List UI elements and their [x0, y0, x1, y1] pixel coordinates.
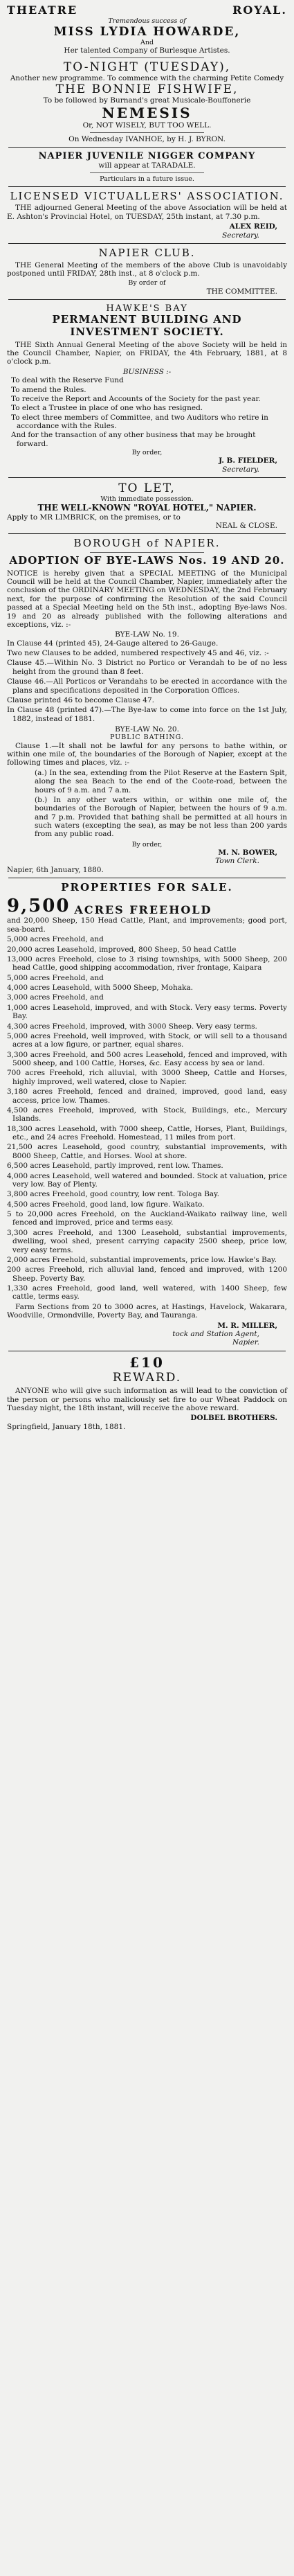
borough-notice: NOTICE is hereby given that a SPECIAL MEETING of the Municipal Council will be held at the Council Chamber, Napier, immediately after the conclusion of the ORDINARY MEETING on WEDNESDAY, the 2nd February next, for the purpose of confirming the Resolution of the said Council passed at a Special Meeting held on the 5th inst., adopting Bye-laws Nos. 19 and 20 as already published with the following alterations and exceptions, viz. :-	[7, 569, 287, 629]
section-rule	[8, 299, 286, 300]
theatre-nemesis: NEMESIS	[102, 104, 192, 121]
theatre-header	[7, 4, 287, 17]
divider	[90, 172, 204, 173]
to-let-possession: With immediate possession.	[100, 495, 194, 504]
licensed-text: THE adjourned General Meeting of the above Association will be held at E. Ashton's Provincial Hotel, on TUESDAY, 25th instant, at 7.30 p.m.	[7, 204, 287, 221]
borough-date: Napier, 6th January, 1880.	[7, 865, 104, 874]
properties-role1: tock and Station Agent,	[172, 1329, 259, 1338]
list-item: In Clause 44 (printed 45), 24-Gauge altered to 26-Gauge.	[7, 639, 219, 648]
club-text: THE General Meeting of the members of the above Club is unavoidably postponed until FRIDAY, 28th inst., at 8 o'clock p.m.	[7, 260, 287, 278]
list-item: 5,000 acres Freehold, well improved, with Stock, or will sell to a thousand acres at a low figure, or partner, equal shares.	[7, 1031, 287, 1049]
borough-law20-a: (a.) In the sea, extending from the Pilot Reserve at the Eastern Spit, along the sea Beach to the end of the Coote-road, between the hours of 9 a.m. and 7 a.m.	[35, 768, 287, 794]
hawkes-bay-society-ad	[7, 303, 287, 474]
properties-first-line	[7, 896, 287, 917]
hawkes-business-list	[7, 376, 287, 448]
borough-title: BOROUGH of NAPIER.	[73, 537, 221, 550]
list-item: And for the transaction of any other business that may be brought forward.	[11, 431, 256, 448]
borough-law19-title: BYE-LAW No. 19.	[115, 630, 179, 639]
reward-signer: DOLBEL BROTHERS.	[190, 1414, 277, 1423]
theatre-star-name: MISS LYDIA HOWARDE,	[53, 25, 241, 39]
to-let-text: THE WELL-KNOWN "ROYAL HOTEL," NAPIER.	[37, 503, 257, 513]
list-item: 13,000 acres Freehold, close to 3 rising townships, with 5000 Sheep, 200 head Cattle, good shipping accommodation, river frontage, Kaipara	[7, 954, 287, 972]
theatre-tonight: TO-NIGHT (TUESDAY),	[63, 60, 231, 74]
borough-by-order: By order,	[131, 840, 163, 849]
juvenile-title: NAPIER JUVENILE NIGGER COMPANY	[38, 150, 256, 161]
licensed-title: LICENSED VICTUALLERS' ASSOCIATION.	[10, 189, 284, 202]
properties-signer: M. R. MILLER,	[217, 1321, 277, 1330]
theatre-header-right: ROYAL.	[232, 3, 287, 17]
properties-farms: Farm Sections from 20 to 3000 acres, at Hastings, Havelock, Wakarara, Woodville, Ormondville, Poverty Bay, and Tauranga.	[7, 1302, 287, 1320]
properties-first-rest: and 20,000 Sheep, 150 Head Cattle, Plant, and improvements; good port, sea-board.	[7, 916, 287, 934]
borough-law20-b: (b.) In any other waters within, or within one mile of, the boundaries of the Borough of Napier, between the hours of 9 a.m. and 7 p.m. Provided that bathing shall be permitted at all hours in such waters (excepting the sea), as may be not less than 200 yards from any public road.	[35, 795, 287, 839]
properties-role2: Napier.	[232, 1338, 259, 1347]
list-item: To elect three members of Committee, and two Auditors who retire in accordance with the Rules.	[11, 413, 268, 431]
reward-ad	[7, 1355, 287, 1432]
list-item: Two new Clauses to be added, numbered respectively 45 and 46, viz. :-	[7, 649, 269, 658]
list-item: 3,180 acres Freehold, fenced and drained, improved, good land, easy access, price low. Thames.	[7, 1087, 287, 1105]
licensed-victuallers-ad	[7, 190, 287, 240]
hawkes-signer: J. B. FIELDER,	[219, 456, 277, 465]
section-rule	[8, 147, 286, 148]
list-item: 4,500 acres Freehold, good land, low figure. Waikato.	[7, 1200, 205, 1209]
reward-text: ANYONE who will give such information as will lead to the conviction of the person or persons who maliciously set fire to our Wheat Paddock on Tuesday night, the 18th instant, will receive the above reward.	[7, 1387, 287, 1413]
divider	[90, 552, 204, 553]
hawkes-line1: HAWKE'S BAY	[106, 303, 188, 314]
list-item: 5,000 acres Freehold, and	[7, 935, 104, 944]
borough-law20-clause: Clause 1.—It shall not be lawful for any persons to bathe within, or within one mile of, the boundaries of the Borough of Napier, except at the following times and places, viz. :-	[7, 741, 287, 767]
napier-club-ad	[7, 247, 287, 296]
list-item: 1,330 acres Freehold, good land, well watered, with 1400 Sheep, few cattle, terms easy.	[7, 1284, 287, 1302]
list-item: Clause printed 46 to become Clause 47.	[7, 695, 154, 704]
borough-heading: ADOPTION OF BYE-LAWS Nos. 19 AND 20.	[9, 554, 285, 567]
hawkes-business: BUSINESS :-	[122, 367, 172, 376]
list-item: Clause 45.—Within No. 3 District no Portico or Verandah to be of no less height from the ground than 8 feet.	[7, 659, 287, 676]
divider	[90, 132, 204, 133]
list-item: 6,500 acres Leasehold, partly improved, rent low. Thames.	[7, 1162, 223, 1171]
borough-signer: M. N. BOWER,	[218, 848, 277, 857]
hawkes-intro: THE Sixth Annual General Meeting of the above Society will be held in the Council Chamber, Napier, on FRIDAY, the 4th February, 1881, at 8 o'clock p.m.	[7, 340, 287, 366]
theatre-and: And	[140, 39, 154, 47]
theatre-royal-ad	[7, 4, 287, 143]
hawkes-by-order: By order,	[131, 449, 163, 457]
to-let-title: TO LET,	[118, 481, 176, 496]
section-rule	[8, 477, 286, 478]
reward-amount: £10	[129, 1353, 165, 1371]
list-item: 4,000 acres Leasehold, with 5000 Sheep, Mohaka.	[7, 984, 193, 993]
borough-napier-ad	[7, 538, 287, 874]
section-rule	[8, 243, 286, 244]
club-title: NAPIER CLUB.	[98, 246, 196, 259]
theatre-wednesday: On Wednesday IVANHOE, by H. J. BYRON.	[68, 134, 226, 143]
section-rule	[8, 533, 286, 534]
to-let-ad	[7, 481, 287, 530]
borough-law20-title: BYE-LAW No. 20.	[115, 725, 179, 734]
properties-title: PROPERTIES FOR SALE.	[61, 881, 233, 894]
theatre-tremendous: Tremendous success of	[108, 17, 186, 25]
to-let-agents: NEAL & CLOSE.	[215, 521, 277, 530]
club-committee: THE COMMITTEE.	[206, 287, 277, 296]
hawkes-role: Secretary.	[222, 465, 259, 474]
list-item: 21,500 acres Leasehold, good country, substantial improvements, with 8000 Sheep, Cattle, and Horses. Wool at shore.	[7, 1143, 287, 1160]
list-item: To elect a Trustee in place of one who has resigned.	[11, 404, 203, 413]
list-item: 5,000 acres Freehold, and	[7, 973, 104, 982]
list-item: 5 to 20,000 acres Freehold, on the Auckland-Waikato railway line, well fenced and improved, price and terms easy.	[7, 1210, 287, 1227]
section-rule	[8, 186, 286, 187]
juvenile-appear: will appear at TARADALE.	[98, 161, 196, 170]
hawkes-line2: PERMANENT BUILDING AND INVESTMENT SOCIETY.	[52, 313, 242, 339]
properties-list	[7, 935, 287, 1302]
list-item: 18,300 acres Leasehold, with 7000 sheep, Cattle, Horses, Plant, Buildings, etc., and 24 acres Freehold. Homestead, 11 miles from port.	[7, 1124, 287, 1142]
to-let-apply: Apply to MR LIMBRICK, on the premises, or to	[7, 513, 181, 522]
list-item: 3,300 acres Freehold, and 1300 Leasehold, substantial improvements, dwelling, wool shed, present carrying capacity 2500 sheep, price low, very easy terms.	[7, 1228, 287, 1254]
list-item: 4,300 acres Freehold, improved, with 3000 Sheep. Very easy terms.	[7, 1022, 257, 1031]
list-item: 2,000 acres Freehold, substantial improvements, price low. Hawke's Bay.	[7, 1255, 277, 1264]
list-item: 200 acres Freehold, rich alluvial land, fenced and improved, with 1200 Sheep. Poverty Bay.	[7, 1265, 287, 1283]
theatre-company: Her talented Company of Burlesque Artistes.	[64, 46, 230, 55]
list-item: 4,000 acres Leasehold, well watered and bounded. Stock at valuation, price very low. Bay of Plenty.	[7, 1171, 287, 1189]
divider	[90, 57, 204, 58]
list-item: 4,500 acres Freehold, improved, with Stock, Buildings, etc., Mercury Islands.	[7, 1105, 287, 1123]
list-item: Clause 46.—All Porticos or Verandahs to be erected in accordance with the plans and specifications deposited in the Corporation Offices.	[7, 677, 287, 695]
reward-place-date: Springfield, January 18th, 1881.	[7, 1422, 126, 1431]
theatre-nemesis-sub: Or, NOT WISELY, BUT TOO WELL.	[82, 121, 212, 130]
list-item: To deal with the Reserve Fund	[11, 376, 124, 385]
list-item: 3,800 acres Freehold, good country, low rent. Tologa Bay.	[7, 1190, 219, 1199]
list-item: 3,300 acres Freehold, and 500 acres Leasehold, fenced and improved, with 5000 sheep, and 100 Cattle, Horses, &c. Easy access by sea or land.	[7, 1050, 287, 1068]
theatre-comedy-title: THE BONNIE FISHWIFE,	[55, 82, 239, 97]
properties-ad	[7, 882, 287, 1347]
list-item: In Clause 48 (printed 47).—The Bye-law to come into force on the 1st July, 1882, instead of 1881.	[7, 706, 287, 723]
theatre-programme-2: To be followed by Burnand's great Musicale-Bouffonerie	[43, 96, 251, 105]
list-item: 20,000 acres Leasehold, improved, 800 Sheep, 50 head Cattle	[7, 945, 237, 954]
borough-law19-list	[7, 639, 287, 723]
properties-big-number: 9,500	[7, 895, 71, 916]
reward-title: REWARD.	[112, 1371, 182, 1385]
list-item: To amend the Rules.	[11, 385, 86, 394]
licensed-role: Secretary.	[222, 231, 259, 240]
borough-law20-sub: PUBLIC BATHING.	[110, 734, 184, 742]
juvenile-particulars: Particulars in a future issue.	[100, 175, 194, 183]
list-item: 700 acres Freehold, rich alluvial, with 3000 Sheep, Cattle and Horses, highly improved, well watered, close to Napier.	[7, 1069, 287, 1086]
theatre-programme-1: Another new programme. To commence with the charming Petite Comedy	[10, 73, 284, 82]
licensed-signer: ALEX REID,	[229, 222, 277, 231]
properties-big-text: ACRES FREEHOLD	[74, 903, 212, 916]
borough-role: Town Clerk.	[215, 857, 259, 866]
theatre-header-left: THEATRE	[7, 3, 78, 17]
list-item: 3,000 acres Freehold, and	[7, 993, 104, 1002]
club-by-order: By order of	[128, 279, 166, 287]
juvenile-company-ad	[7, 151, 287, 183]
list-item: 1,000 acres Leasehold, improved, and with Stock. Very easy terms. Poverty Bay.	[7, 1003, 287, 1021]
list-item: To receive the Report and Accounts of the Society for the past year.	[11, 394, 261, 403]
